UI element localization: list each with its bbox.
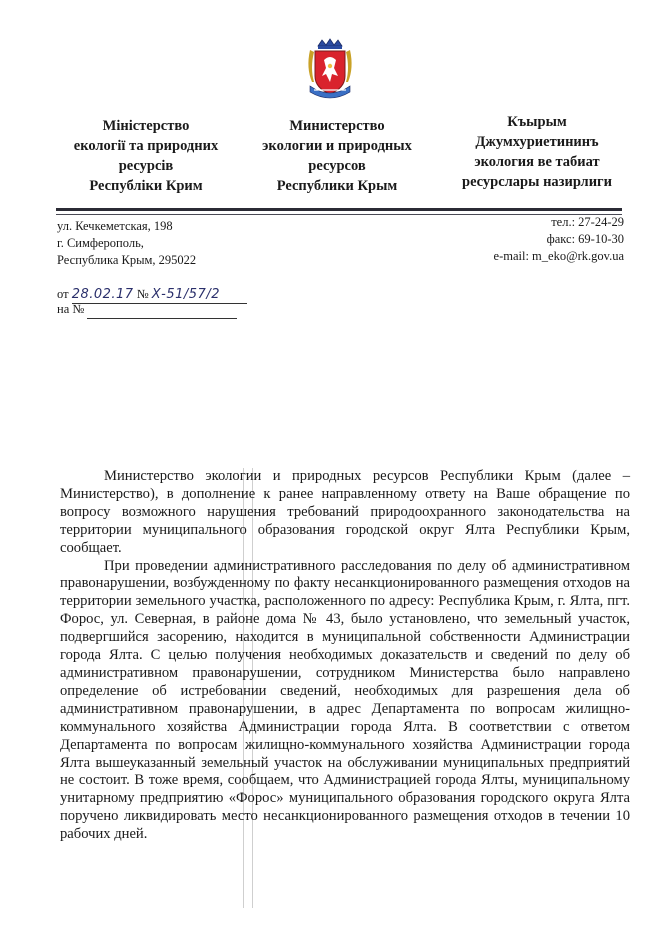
header-divider bbox=[56, 208, 622, 211]
incoming-number-field bbox=[87, 301, 237, 319]
header-line: Республики Крым bbox=[276, 178, 398, 194]
address-line: ул. Кечкеметская, 198 bbox=[57, 219, 173, 233]
header-line: экологии и природных bbox=[262, 138, 412, 154]
header-line: ресурсів bbox=[118, 158, 174, 174]
fax: факс: 69-10-30 bbox=[546, 232, 624, 246]
contact-info bbox=[460, 214, 624, 265]
to-label: на № bbox=[57, 302, 85, 316]
postal-address bbox=[57, 218, 196, 269]
header-russian bbox=[253, 116, 421, 196]
incoming-reference bbox=[57, 301, 237, 319]
letter-body bbox=[60, 468, 630, 844]
header-line: экология ве табиат bbox=[474, 154, 600, 170]
address-line: Республика Крым, 295022 bbox=[57, 253, 197, 267]
handwritten-number: Х-51/57/2 bbox=[151, 287, 220, 302]
from-label: от bbox=[57, 287, 69, 301]
header-line: Къырым bbox=[507, 114, 567, 130]
address-line: г. Симферополь, bbox=[57, 236, 144, 250]
phone: тел.: 27-24-29 bbox=[551, 215, 624, 229]
header-line: ресурслары назирлиги bbox=[462, 174, 612, 190]
handwritten-date: 28.02.17 bbox=[71, 287, 134, 302]
header-line: Министерство bbox=[289, 118, 385, 134]
email: e-mail: m_eko@rk.gov.ua bbox=[493, 249, 624, 263]
crimea-coat-of-arms-icon bbox=[304, 38, 356, 104]
header-ukrainian bbox=[66, 116, 226, 196]
header-crimean-tatar bbox=[451, 112, 623, 192]
body-paragraph: Министерство экологии и природных ресурсов Республики Крым (далее – Министерство), в дополнение к ранее направленному ответу на Ваше обращение по вопросу возможного нарушения требований природоохранного законодательства на территории муниципального образования городской округ Ялта Республики Крым, сообщает. bbox=[60, 468, 630, 556]
body-paragraph: При проведении административного расследования по делу об административном правонарушении, возбужденному по факту несанкционированного размещения отходов на территории земельного участка, расположенного по адресу: Республика Крым, г. Ялта, пгт. Форос, ул. Северная, в районе дома № 43, было установлено, что земельный участок, подвергшийся засорению, находится в муниципальной собственности Администрации города Ялта. С целью получения необходимых доказательств и сведений по делу об административном правонарушении, сотрудником Министерства было направлено определение об истребовании сведений, необходимых для разрешения дела об административном правонарушении, в адрес Департамента по вопросам жилищно-коммунального хозяйства Администрации города Ялта. В соответствии с ответом Департамента по вопросам жилищно-коммунального хозяйства Администрации города Ялта вышеуказанный земельный участок на обслуживании муниципальных предприятий не состоит. В тоже время, сообщаем, что Администрацией города Ялты, муниципальному унитарному предприятию «Форос» муниципального образования городского округа Ялта поручено ликвидировать место несанкционированного размещения отходов в течении 10 рабочих дней. bbox=[60, 557, 630, 843]
header-line: Джумхуриетининъ bbox=[475, 134, 599, 150]
header-line: Міністерство bbox=[102, 118, 190, 134]
header-line: екології та природних bbox=[73, 138, 219, 154]
number-label: № bbox=[136, 287, 149, 301]
header-line: ресурсов bbox=[308, 158, 366, 174]
header-line: Республіки Крим bbox=[89, 178, 203, 194]
